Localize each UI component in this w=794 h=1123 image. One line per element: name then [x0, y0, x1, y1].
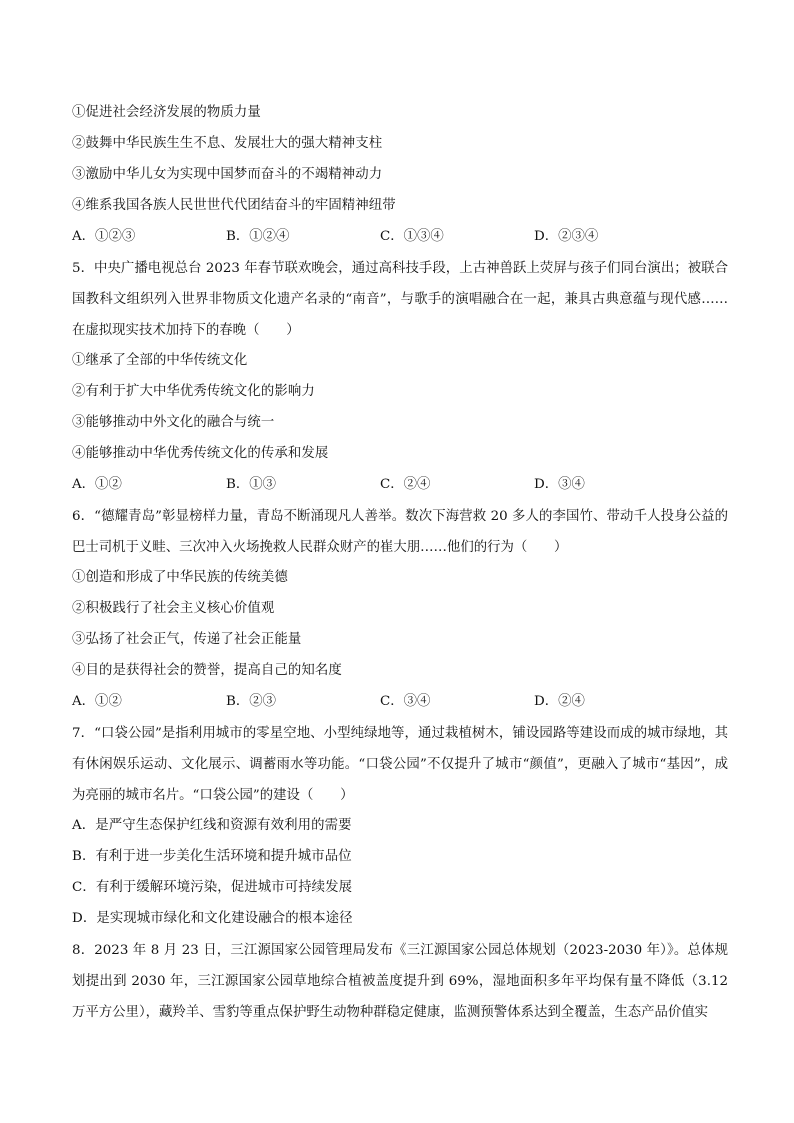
q5-item-4: ④能够推动中华优秀传统文化的传承和发展 — [72, 446, 329, 461]
q4-option-b: B．①②④ — [226, 229, 290, 244]
q5-option-a: A．①② — [72, 477, 122, 492]
q4-item-1: ①促进社会经济发展的物质力量 — [72, 105, 261, 120]
q6-item-3: ③弘扬了社会正气，传递了社会正能量 — [72, 632, 302, 647]
q4-option-a: A．①②③ — [72, 229, 136, 244]
q5-option-c: C．②④ — [380, 477, 431, 492]
q7-stem: 7．“口袋公园”是指利用城市的零星空地、小型纯绿地等，通过栽植树木，铺设园路等建设而成的城市绿地，其有休闲娱乐运动、文化展示、调蓄雨水等功能。“口袋公园”不仅提升了城市“颜值”，更融入了城市“基因”，成为亮丽的城市名片。“口袋公园”的建设（ ） — [72, 726, 728, 803]
q6-option-c: C．③④ — [380, 694, 431, 709]
q7-choice-c: C．有利于缓解环境污染，促进城市可持续发展 — [72, 880, 353, 895]
q6-option-a: A．①② — [72, 694, 122, 709]
q5-item-3: ③能够推动中外文化的融合与统一 — [72, 415, 275, 430]
q4-option-c: C．①③④ — [380, 229, 444, 244]
q7-choice-b: B．有利于进一步美化生活环境和提升城市品位 — [72, 849, 352, 864]
q7-choice-d: D．是实现城市绿化和文化建设融合的根本途径 — [72, 911, 353, 926]
q5-option-d: D．③④ — [534, 477, 585, 492]
q6-item-4: ④目的是获得社会的赞誉，提高自己的知名度 — [72, 663, 342, 678]
q5-item-1: ①继承了全部的中华传统文化 — [72, 353, 248, 368]
q4-item-4: ④维系我国各族人民世世代代团结奋斗的牢固精神纽带 — [72, 198, 396, 213]
q4-item-3: ③激励中华儿女为实现中国梦而奋斗的不竭精神动力 — [72, 167, 383, 182]
q6-option-d: D．②④ — [534, 694, 585, 709]
q6-stem: 6．“德耀青岛”彰显榜样力量，青岛不断涌现凡人善举。数次下海营救 20 多人的李国竹、带动千人投身公益的巴士司机于义畦、三次冲入火场挽救人民群众财产的崔大朋……他们的行为（ ） — [72, 509, 728, 555]
q4-option-d: D．②③④ — [534, 229, 599, 244]
q7-choice-a: A．是严守生态保护红线和资源有效利用的需要 — [72, 818, 352, 833]
q4-item-2: ②鼓舞中华民族生生不息、发展壮大的强大精神支柱 — [72, 136, 383, 151]
q6-item-2: ②积极践行了社会主义核心价值观 — [72, 601, 275, 616]
q5-item-2: ②有利于扩大中华优秀传统文化的影响力 — [72, 384, 315, 399]
q6-option-b: B．②③ — [226, 694, 277, 709]
q8-stem: 8．2023 年 8 月 23 日，三江源国家公园管理局发布《三江源国家公园总体规划（2023-2030 年）》。总体规划提出到 2030 年，三江源国家公园草地综合植被盖度提升到 69%，湿地面积多年平均保有量不降低（3.12 万平方公里），藏羚羊、雪豹等重点保护野生动物种群稳定健康，监测预警体系达到全覆盖，生态产品价值实 — [72, 943, 728, 1020]
q5-stem: 5．中央广播电视总台 2023 年春节联欢晚会，通过高科技手段，上古神兽跃上荧屏与孩子们同台演出；被联合国教科文组织列入世界非物质文化遗产名录的“南音”，与歌手的演唱融合在一起，兼具古典意蕴与现代感……在虚拟现实技术加持下的春晚（ ） — [72, 261, 728, 338]
q5-option-b: B．①③ — [226, 477, 277, 492]
q6-item-1: ①创造和形成了中华民族的传统美德 — [72, 570, 288, 585]
